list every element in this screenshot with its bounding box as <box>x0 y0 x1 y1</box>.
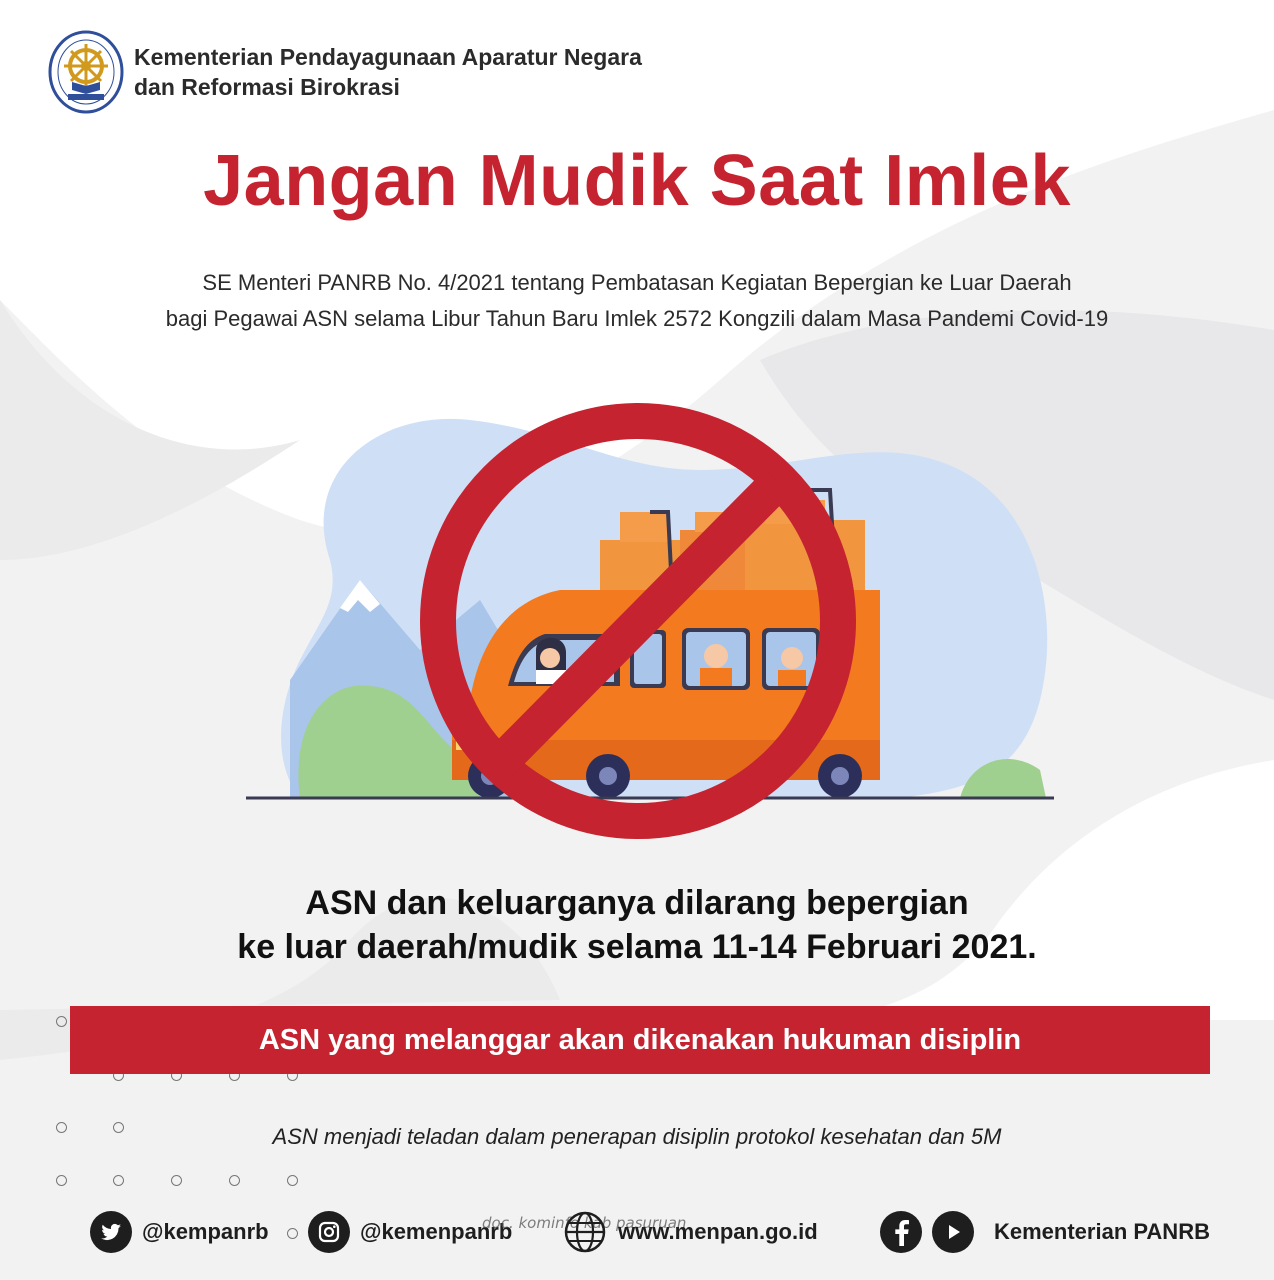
twitter-icon <box>90 1211 132 1253</box>
twitter-handle[interactable]: @kempanrb <box>142 1219 269 1244</box>
website-url[interactable]: www.menpan.go.id <box>618 1219 818 1244</box>
facebook-icon[interactable] <box>880 1211 922 1253</box>
no-mudik-van-prohibited-icon <box>240 380 1060 840</box>
watermark-text: doc. kominfo kab pasuruan <box>482 1214 687 1232</box>
dot <box>113 1175 124 1186</box>
penalty-banner: ASN yang melanggar akan dikenakan hukuman disiplin <box>70 1006 1210 1074</box>
footer-website[interactable] <box>562 1210 818 1254</box>
globe-icon <box>562 1209 608 1255</box>
instagram-handle[interactable]: @kemenpanrb <box>360 1219 513 1244</box>
org-name-line1: Kementerian Pendayagunaan Aparatur Negara <box>134 44 642 70</box>
footer-twitter[interactable] <box>90 1210 269 1254</box>
org-name-line2: dan Reformasi Birokrasi <box>134 74 400 100</box>
subtitle-line1: SE Menteri PANRB No. 4/2021 tentang Pembatasan Kegiatan Bepergian ke Luar Daerah <box>202 270 1072 295</box>
dot <box>287 1175 298 1186</box>
dot <box>56 1016 67 1027</box>
tagline: ASN menjadi teladan dalam penerapan disiplin protokol kesehatan dan 5M <box>272 1124 1002 1149</box>
main-title: Jangan Mudik Saat Imlek <box>203 141 1071 221</box>
organization-name <box>134 42 642 102</box>
channels-name[interactable]: Kementerian PANRB <box>994 1219 1210 1244</box>
dot <box>171 1175 182 1186</box>
dot <box>56 1175 67 1186</box>
footer-channels[interactable] <box>880 1210 1210 1254</box>
subtitle-line2: bagi Pegawai ASN selama Libur Tahun Baru Imlek 2572 Kongzili dalam Masa Pandemi Covid-19 <box>165 306 1109 331</box>
youtube-play-icon[interactable] <box>932 1211 974 1253</box>
notice-line2: ke luar daerah/mudik selama 11-14 Februari 2021. <box>237 928 1037 966</box>
instagram-icon <box>308 1211 350 1253</box>
notice-line1: ASN dan keluarganya dilarang bepergian <box>305 884 969 922</box>
dot <box>287 1228 298 1239</box>
dot <box>229 1175 240 1186</box>
kemenpanrb-logo-icon <box>48 30 124 114</box>
